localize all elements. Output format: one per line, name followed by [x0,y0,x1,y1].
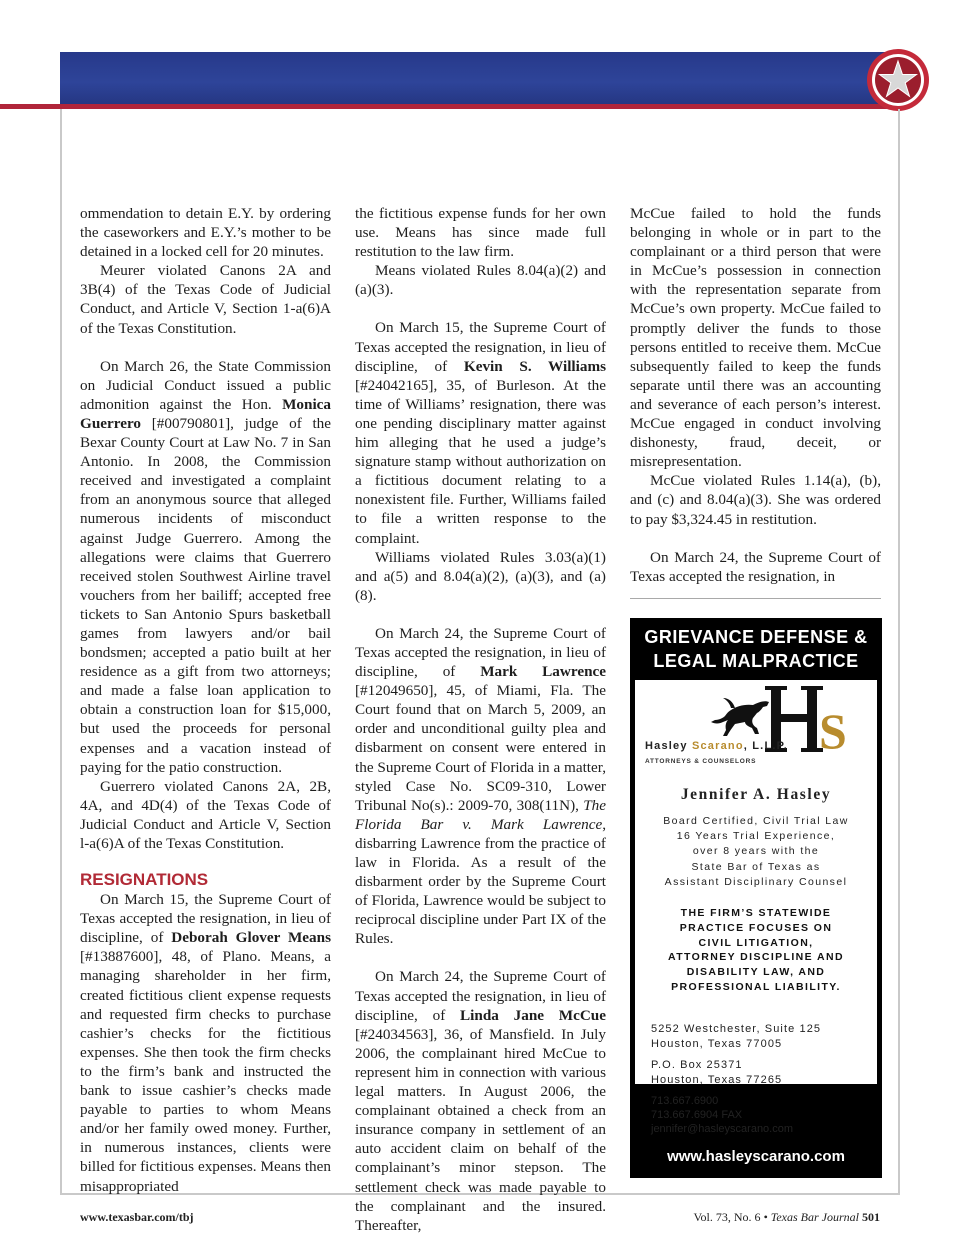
contact-info [651,1094,793,1136]
article-column-2 [355,204,606,1235]
footer-url[interactable]: www.texasbar.com/tbj [80,1210,194,1224]
paragraph: McCue failed to hold the funds belonging in whole or in part to the complainant or a third person that were in McCue’s possession in connection with the representation separate from McCue’s own property. McCue failed to promptly deliver the funds to those persons entitled to receive them. McCue subsequently failed to keep the funds separate until there was an accounting and severance of each person’s interest. McCue engaged in conduct involving dishonesty, fraud, deceit, or misrepresentation. [630,205,881,471]
case-title: The Florida Bar v. Mark Lawrence [355,796,606,833]
svg-text:S: S [819,703,847,759]
firm-name: Hasley Scarano, L.L.P. [645,740,788,752]
firm-tagline: ATTORNEYS & COUNSELORS [645,758,757,765]
footer-issue-info: Vol. 73, No. 6 • Texas Bar Journal 501 [693,1210,880,1224]
paragraph: the fictitious expense funds for her own use. Means has since made full restitution to the law firm. [355,205,606,261]
article-column-3 [630,204,881,599]
paragraph: Means violated Rules 8.04(a)(2) and (a)(3). [355,262,606,299]
paragraph: On March 15, the Supreme Court of Texas accepted the resignation, in lieu of discipline, of Kevin S. Williams [#24042165], 35, of Burleson. At the time of Williams’ resignation, there was one pending disciplinary matter against him alleging that he used a judge’s signature stamp without authorization on a fictitious document relating to a nonexistent file. Further, Williams failed to file a written response to the complaint. [355,319,607,547]
paragraph: On March 15, the Supreme Court of Texas accepted the resignation, in lieu of discipline, of Deborah Glover Means [#13887600], 48, of Plano. Means, a managing shareholder in her firm, created fictitious client expense requests and requested firm checks to purchase cashier’s checks for the fictitious expenses. She then took the firm checks to the firm’s bank and instructed the bank to issue cashier’s checks made payable to parties to whom Means and/or her family owed money. Further, in numerous instances, clients were billed for fictitious expenses. Means then misappropriated [80,891,331,1195]
practice-focus: THE FIRM’S STATEWIDE PRACTICE FOCUSES ON CIVIL LITIGATION, ATTORNEY DISCIPLINE AND DISABILITY LAW, AND PROFESSIONAL LIABILITY. [668,907,844,993]
paragraph: On March 26, the State Commission on Judicial Conduct issued a public admonition against the Hon. Monica Guerrero [#00790801], judge of the Bexar County Court at Law No. 7 in San Antonio. In 2008, the Commission received and investigated a complaint from an anonymous source that alleged numerous incidents of misconduct against Judge Guerrero. Among the allegations were claims that Guerrero received stolen Southwest Airline travel vouchers from her bailiff; accepted free tickets to San Antonio Spurs basketball games from lawyers and/or bail bondsmen; accepted a patio built at her residence as a gift from two attorneys; and made a false loan application to obtain a construction loan for $15,000, but used the proceeds for personal expenses and a vacation instead of paying for the patio construction. [80,357,331,776]
email-address[interactable]: jennifer@hasleyscarano.com [651,1123,794,1135]
respondent-name: Deborah Glover Means [171,929,331,947]
street-address: 5252 Westchester, Suite 125 Houston, Texas 77005 [651,1023,822,1050]
attorney-name: Jennifer A. Hasley [680,786,832,803]
texas-star-seal-icon [866,48,930,112]
paragraph: Williams violated Rules 3.03(a)(1) and a(5) and 8.04(a)(2), (a)(3), and (a)(8). [355,548,606,604]
respondent-name: Linda Jane McCue [460,1006,606,1024]
ad-title: GRIEVANCE DEFENSE & LEGAL MALPRACTICE [644,627,868,671]
article-column-1 [80,204,331,1196]
paragraph: Guerrero violated Canons 2A, 2B, 4A, and 4D(4) of the Texas Code of Judicial Conduct and Article V, Section l-a(6)A of the Texas Constitution. [80,777,331,852]
attorney-credentials: Board Certified, Civil Trial Law 16 Years Trial Experience, over 8 years with the State Bar of Texas as Assistant Disciplinary Counsel [663,815,849,888]
fax-number: 713.667.6904 FAX [651,1109,743,1121]
paragraph: Meurer violated Canons 2A and 3B(4) of the Texas Code of Judicial Conduct, and Article V, Section 1-a(6)A of the Texas Constitution. [80,262,331,337]
paragraph: On March 24, the Supreme Court of Texas accepted the resignation, in [630,548,881,585]
paragraph: On March 24, the Supreme Court of Texas accepted the resignation, in lieu of discipline, of Linda Jane McCue [#24034563], 36, of Mansfield. In July 2006, the complainant hired McCue to represent him in connection with various legal matters. In August 2006, the complainant obtained a check from an insurance company in settlement of an auto accident claim on behalf of the complainant’s minor stepson. The settlement check was made payable to the complainant and the insured. Thereafter, [355,968,606,1234]
respondent-name: Kevin S. Williams [463,357,607,375]
phone-number: 713.667.6900 [651,1095,719,1107]
respondent-name: Monica Guerrero [80,395,331,432]
ad-content-panel [635,680,877,1135]
paragraph: On March 24, the Supreme Court of Texas accepted the resignation, in lieu of discipline, of Mark Lawrence [#12049650], 45, of Miami, Fla. The Court found that on March 5, 2009, an order and unconditional guilty plea and disbarment on consent were entered in the Supreme Court of Florida in a matter, styled Case No. SC09-310, Lower Tribunal No(s).: 2009-70, 308(11N), The Florida Bar v. Mark Lawrence, disbarring Lawrence from the practice of law in Florida. As a result of the disbarment order by the Supreme Court of Florida, Lawrence would be subject to reciprocal discipline under Part IX of the Rules. [355,624,606,948]
section-heading: RESIGNATIONS [80,870,209,890]
header-banner [60,52,902,107]
paragraph: ommendation to detain E.Y. by ordering the caseworkers and E.Y.’s mother to be detained in a locked cell for 20 minutes. [80,205,331,261]
respondent-name: Mark Lawrence [480,663,606,681]
po-box-address: P.O. Box 25371 Houston, Texas 77265 [651,1059,783,1086]
column-divider [630,598,881,599]
paragraph: McCue violated Rules 1.14(a), (b), and (c) and 8.04(a)(3). She was ordered to pay $3,324.45 in restitution. [630,472,881,528]
website-link[interactable]: www.hasleyscarano.com [667,1148,845,1165]
law-firm-advertisement [630,618,882,1178]
page-number: 501 [862,1210,880,1224]
